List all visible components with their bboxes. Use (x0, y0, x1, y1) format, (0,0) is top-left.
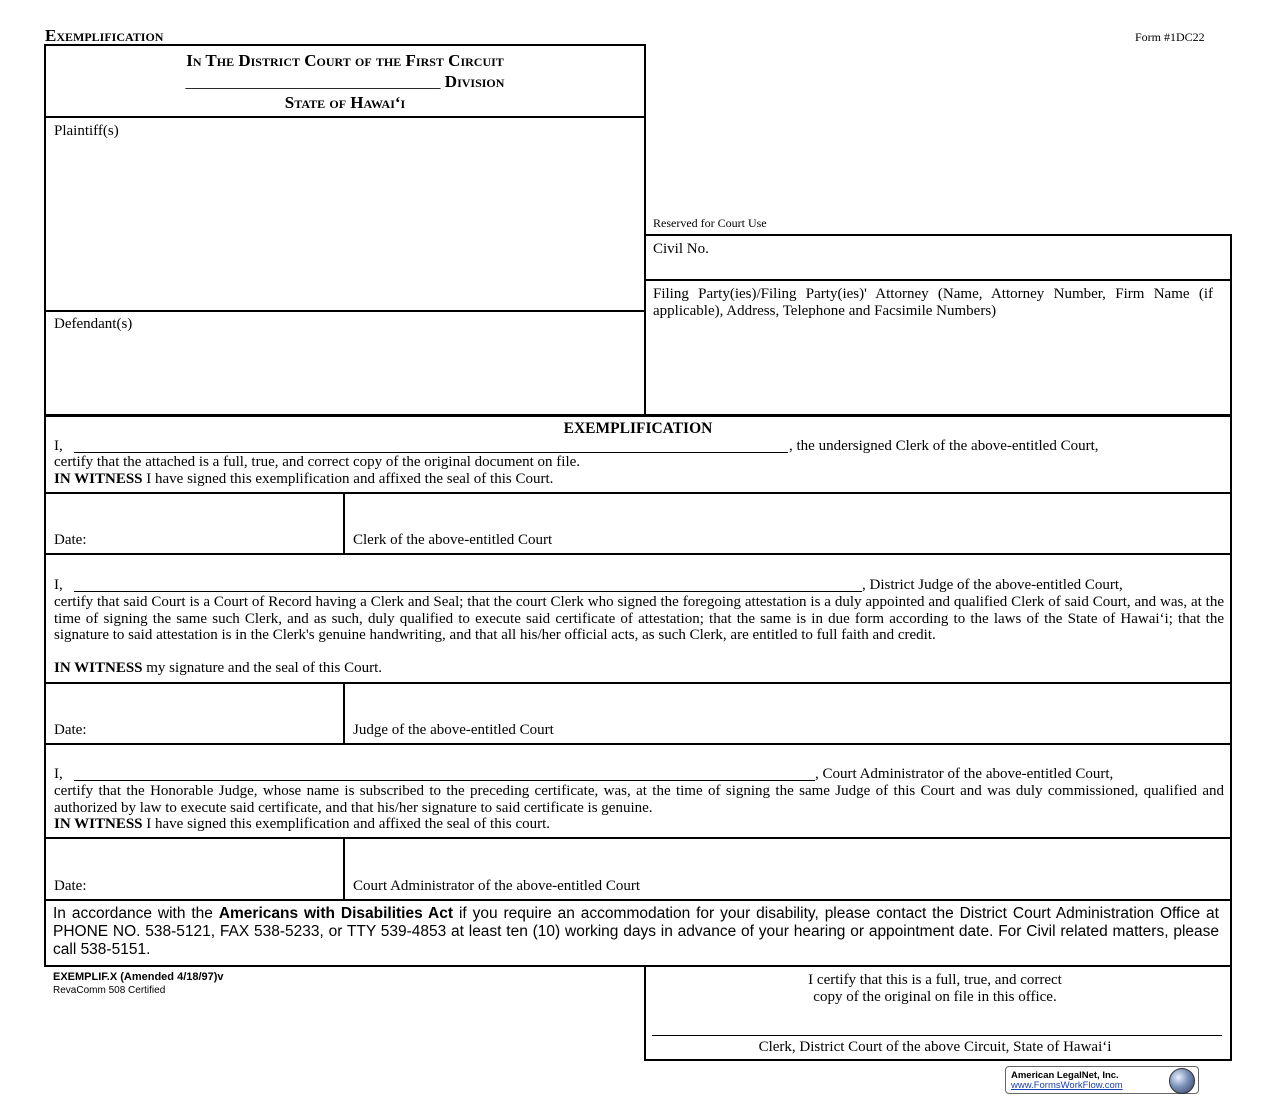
filing-party-field[interactable] (652, 340, 1222, 410)
division-blank[interactable]: ______________________________ (185, 72, 441, 91)
judge-signature-label: Judge of the above-entitled Court (353, 722, 554, 738)
clerk-name-field[interactable] (74, 438, 788, 453)
judge-date-label: Date: (54, 722, 87, 738)
clerk-district-signature: Clerk, District Court of the above Circuit, State of Hawai‘i (758, 1039, 1112, 1055)
ada-bold: Americans with Disabilities Act (218, 905, 454, 922)
form-title: Exemplification (45, 26, 164, 45)
witness-rest: my signature and the seal of this Court. (142, 660, 383, 676)
filing-party-label: Filing Party(ies)/Filing Party(ies)' Attorney (Name, Attorney Number, Firm Name (if applicable), Address, Telephone and Facsimile Numbers) (653, 286, 1213, 319)
admin-i-label: I, (54, 766, 63, 782)
ada-notice (53, 905, 1219, 959)
divider (44, 310, 646, 312)
judge-witness-text (54, 660, 382, 677)
divider (44, 682, 1232, 684)
judge-signature-field[interactable] (350, 688, 1225, 720)
court-name: In The District Court of the First Circuit (186, 51, 504, 70)
admin-line1-suffix: , Court Administrator of the above-entitled Court, (815, 766, 1114, 782)
witness-rest: I have signed this exemplification and affixed the seal of this Court. (142, 471, 554, 487)
form-number: Form #1DC22 (1135, 30, 1205, 44)
admin-certify-text: certify that the Honorable Judge, whose name is subscribed to the preceding certificate, was, at the time of signing the same Judge of this Court and was duly commissioned, qualified and authorized by law to execute said certificate, and that his/her signature to said certificate is genuine. (54, 783, 1224, 816)
judge-certify-text: certify that said Court is a Court of Record having a Clerk and Seal; that the court Clerk who signed the foregoing attestation is a duly appointed and qualified Clerk of said Court, and was, at the time of signing the same such Clerk, and as such, duly qualified to execute said certificate of attestation; that the same is in due form according to the laws of the State of Hawai‘i; that the signature to said attestation is in the Clerk's genuine handwriting, and that all his/her official acts, as such Clerk, are entitled to full faith and credit. (54, 594, 1224, 644)
witness-bold: IN WITNESS (54, 471, 143, 487)
american-legalnet-logo[interactable] (1005, 1066, 1199, 1094)
witness-bold: IN WITNESS (54, 660, 143, 676)
globe-icon (1169, 1068, 1195, 1094)
clerk-signature-field[interactable] (350, 498, 1225, 530)
judge-date-field[interactable] (100, 688, 338, 738)
divider (44, 743, 1232, 745)
defendant-label: Defendant(s) (54, 316, 133, 332)
witness-rest: I have signed this exemplification and affixed the seal of this court. (142, 816, 551, 832)
admin-date-label: Date: (54, 878, 87, 894)
clerk-signature-label: Clerk of the above-entitled Court (353, 532, 553, 548)
divider (644, 279, 1232, 281)
clerk-date-field[interactable] (100, 498, 338, 548)
civil-no-label: Civil No. (653, 241, 709, 257)
divider (343, 682, 345, 744)
ada-pre: In accordance with the (53, 905, 219, 922)
plaintiff-field[interactable] (52, 142, 638, 304)
divider (44, 553, 1232, 555)
divider (44, 116, 646, 118)
certify-line1: I certify that this is a full, true, and correct (808, 972, 1062, 988)
ada-post: if you require an accommodation for your disability, please contact the District Court Administration Office at PHONE NO. 538-5121, FAX 538-5233, or TTY 539-4853 at least ten (10) working days in advance of your hearing or appointment date. For Civil related matters, please call 538-5151. (53, 905, 1219, 958)
section-heading: EXEMPLIFICATION (563, 420, 713, 437)
division-label: Division (444, 72, 505, 91)
divider (44, 899, 1232, 901)
signature-line[interactable] (652, 1035, 1222, 1036)
form-id: EXEMPLIF.X (Amended 4/18/97)v (53, 971, 224, 983)
admin-name-field[interactable] (74, 766, 815, 781)
witness-bold: IN WITNESS (54, 816, 143, 832)
state-name: State of Hawai‘i (284, 93, 406, 112)
civil-no-field[interactable] (730, 240, 1220, 270)
reserved-label: Reserved for Court Use (653, 216, 767, 230)
clerk-witness-text (54, 471, 553, 488)
judge-name-field[interactable] (74, 577, 862, 592)
admin-signature-field[interactable] (350, 843, 1225, 875)
judge-i-label: I, (54, 577, 63, 593)
defendant-field[interactable] (52, 336, 638, 410)
divider (343, 492, 345, 554)
clerk-line1-suffix: , the undersigned Clerk of the above-entitled Court, (789, 438, 1099, 454)
division-line (44, 72, 646, 92)
admin-date-field[interactable] (100, 843, 338, 893)
admin-signature-label: Court Administrator of the above-entitled Court (353, 878, 641, 894)
clerk-date-label: Date: (54, 532, 87, 548)
certify-line2: copy of the original on file in this office. (813, 989, 1057, 1005)
plaintiff-label: Plaintiff(s) (54, 123, 119, 139)
divider (44, 492, 1232, 494)
logo-company: American LegalNet, Inc. (1011, 1070, 1119, 1081)
certified-label: RevaComm 508 Certified (53, 985, 166, 996)
clerk-i-label: I, (54, 438, 63, 454)
admin-witness-text (54, 816, 550, 833)
clerk-certify-text: certify that the attached is a full, true, and correct copy of the original document on file. (54, 454, 581, 470)
logo-url[interactable]: www.FormsWorkFlow.com (1011, 1080, 1123, 1091)
judge-line1-suffix: , District Judge of the above-entitled Court, (862, 577, 1123, 593)
divider (44, 837, 1232, 839)
divider (343, 837, 345, 900)
